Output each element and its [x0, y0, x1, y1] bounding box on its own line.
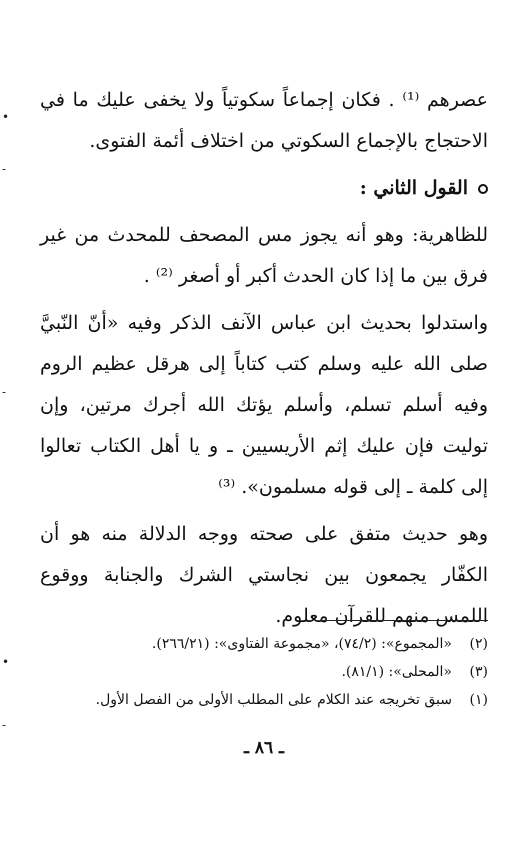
footnote-text: «المجموع»: (٧٤/٢)، «مجموعة الفتاوى»: (٢٦٦/٢١). [151, 636, 452, 652]
footnote-text: سبق تخريجه عند الكلام على المطلب الأولى من الفصل الأول. [95, 692, 452, 708]
margin-mark: - [2, 162, 7, 176]
footnote-divider [320, 620, 488, 621]
paragraph-4: وهو حديث متفق على صحته ووجه الدلالة منه هو أن الكفّار يجمعون بين نجاستي الشرك والجنابة ووقوع اللمس منهم للقرآن معلوم. [40, 523, 488, 627]
paragraph-1: عصرهم ⁽¹⁾ . فكان إجماعاً سكوتياً ولا يخفى عليك ما في الاحتجاج بالإجماع السكوتي من اختلاف أئمة الفتوى. [40, 89, 488, 152]
paragraph-3: واستدلوا بحديث ابن عباس الآنف الذكر وفيه «أنّ النّبيَّ صلى الله عليه وسلم كتب كتاباً إلى هرقل عظيم الروم وفيه أسلم تسلم، وأسلم يؤتك الله أجرك مرتين، وإن توليت فإن عليك إثم الأريسيين ـ و يا أهل الكتاب تعالوا إلى كلمة ـ إلى قوله مسلمون». ⁽³⁾ [40, 312, 488, 498]
footnote-number: (٢) [469, 636, 488, 652]
main-text [40, 80, 488, 637]
margin-mark: • [2, 110, 10, 124]
footnote-text: «المحلى»: (٨١/١). [341, 664, 452, 680]
margin-mark: • [2, 655, 10, 669]
page-number: ـ ٨٦ ـ [243, 738, 285, 758]
margin-mark: - [2, 385, 7, 399]
section-heading [40, 168, 488, 209]
footnote-item [40, 658, 488, 686]
footnotes [40, 630, 488, 714]
footnote-number: (١) [469, 692, 488, 708]
paragraph-2: للظاهرية: وهو أنه يجوز مس المصحف للمحدث من غير فرق بين ما إذا كان الحدث أكبر أو أصغر ⁽²⁾ . [40, 224, 488, 287]
margin-mark: - [2, 718, 7, 732]
footnote-number: (٣) [469, 664, 488, 680]
footnote-item [40, 686, 488, 714]
section-heading-text: القول الثاني : [359, 177, 468, 199]
circle-bullet-icon [478, 184, 488, 194]
footnote-item [40, 630, 488, 658]
